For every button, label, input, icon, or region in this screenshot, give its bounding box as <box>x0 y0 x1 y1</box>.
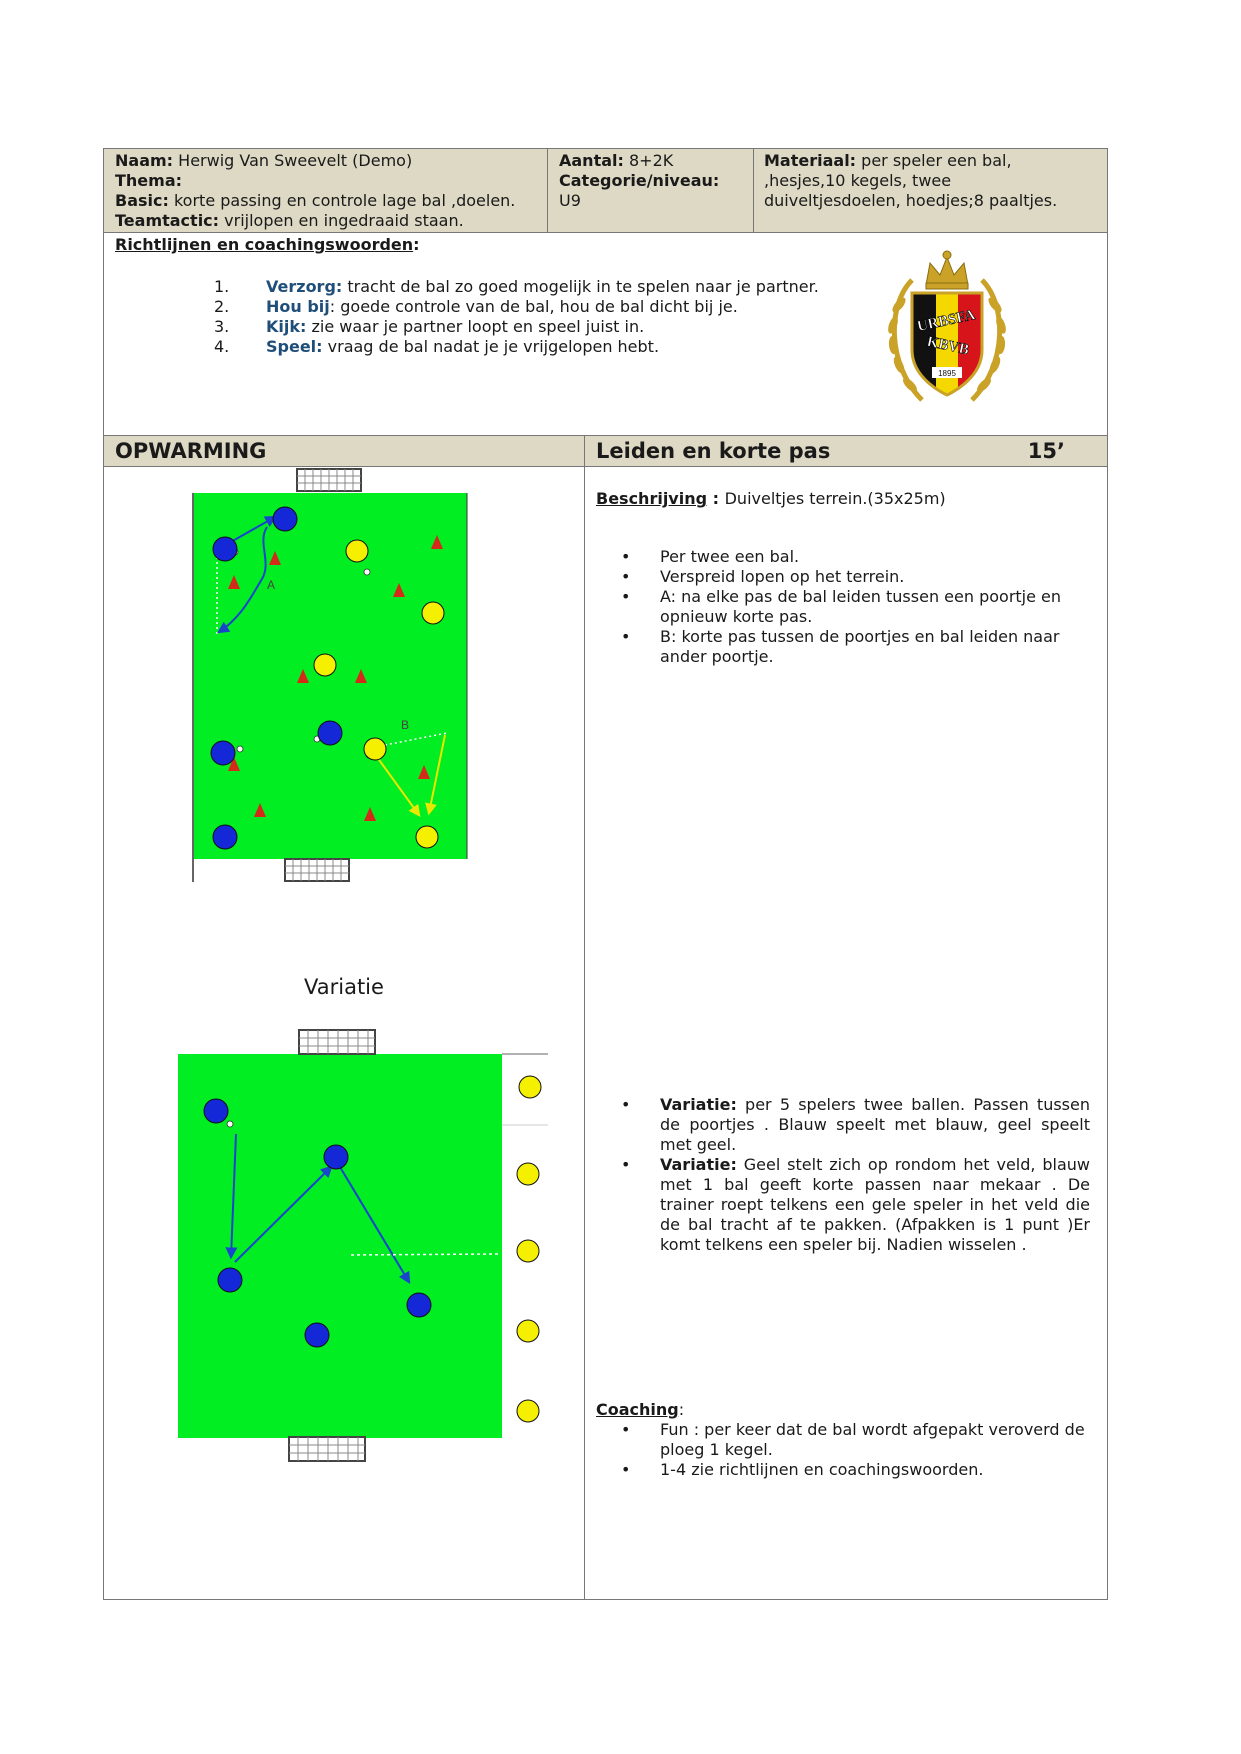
variation-bullet <box>585 1155 1096 1255</box>
guideline-item <box>214 297 819 317</box>
variation-bullet-label: Variatie: <box>660 1095 737 1114</box>
guideline-item <box>214 337 819 357</box>
basic-value: korte passing en controle lage bal ,doelen. <box>173 191 516 210</box>
crest-top-text: URBSFA <box>915 307 977 336</box>
basic-label: Basic: <box>115 191 169 210</box>
exercise-body <box>104 467 1107 1599</box>
goal-top-2 <box>299 1030 375 1054</box>
aantal-label: Aantal: <box>559 151 624 170</box>
teamtactic-label: Teamtactic: <box>115 211 220 230</box>
variation-bullet-text: Geel stelt zich op rondom het veld, blauw met 1 bal geeft korte passen naar mekaar . De trainer roept telkens een gele speler in het veld die de bal tracht af te pakken. (Afpakken is 1 punt )Er komt telkens een speler bij. Nadien wisselen . <box>660 1155 1096 1254</box>
guidelines-section <box>104 233 1107 436</box>
diagram-label-b: B <box>401 718 410 732</box>
guidelines-list <box>214 277 819 357</box>
description-bullet: • Verspreid lopen op het terrein. <box>585 567 1090 587</box>
aantal-value: 8+2K <box>629 151 674 170</box>
guideline-number: 3. <box>214 317 230 336</box>
drill-diagram-2 <box>178 1027 548 1467</box>
coaching-bullet: • 1-4 zie richtlijnen en coachingswoorden. <box>585 1460 1090 1480</box>
guideline-text: tracht de bal zo goed mogelijk in te spelen naar je partner. <box>342 277 819 296</box>
diagram-column <box>104 467 585 1599</box>
info-material <box>754 149 1107 232</box>
naam-label: Naam: <box>115 151 174 170</box>
thema-label: Thema: <box>115 171 183 190</box>
guideline-item <box>214 317 819 337</box>
guideline-number: 1. <box>214 277 230 296</box>
beschrijving-label: Beschrijving <box>596 489 708 508</box>
guideline-number: 2. <box>214 297 230 316</box>
description-bullet: • A: na elke pas de bal leiden tussen een poortje en opnieuw korte pas. <box>585 587 1090 627</box>
materiaal-label: Materiaal: <box>764 151 857 170</box>
crest-bottom-text: KBVB <box>925 333 971 359</box>
variation-bullet <box>585 1095 1096 1155</box>
categorie-label: Categorie/niveau: <box>559 171 720 190</box>
diagram-label-a: A <box>267 578 276 592</box>
session-sheet <box>103 148 1108 1600</box>
info-name-theme <box>104 149 548 232</box>
guideline-item <box>214 277 819 297</box>
teamtactic-value: vrijlopen en ingedraaid staan. <box>224 211 464 230</box>
coaching-bullets <box>585 1420 1090 1480</box>
guideline-text: zie waar je partner loopt en speel juist in. <box>306 317 645 336</box>
guideline-number: 4. <box>214 337 230 356</box>
naam-value: Herwig Van Sweevelt (Demo) <box>178 151 413 170</box>
crest-year-text: 1895 <box>938 369 956 378</box>
goal-bottom-2 <box>289 1437 365 1461</box>
guideline-text: : goede controle van de bal, hou de bal dicht bij je. <box>329 297 738 316</box>
guidelines-title: Richtlijnen en coachingswoorden: <box>115 235 420 254</box>
description-column <box>585 467 1107 1599</box>
exercise-title: Leiden en korte pas <box>596 439 831 463</box>
description-bullet: • Per twee een bal. <box>585 547 1090 567</box>
variation-bullet-label: Variatie: <box>660 1155 737 1174</box>
materiaal-value-1: per speler een bal, <box>861 151 1012 170</box>
exercise-duration: 15’ <box>1027 439 1065 463</box>
description-bullets <box>585 547 1090 667</box>
coaching-label: Coaching <box>596 1400 679 1419</box>
description-bullet: • B: korte pas tussen de poortjes en bal leiden naar ander poortje. <box>585 627 1090 667</box>
guideline-text: vraag de bal nadat je je vrijgelopen hebt. <box>322 337 660 356</box>
section-header <box>104 436 1107 467</box>
variation-label: Variatie <box>304 975 384 999</box>
guideline-keyword: Verzorg: <box>266 277 343 296</box>
goal-top <box>297 469 361 491</box>
crest-icon <box>882 245 1012 415</box>
coaching-bullet: • Fun : per keer dat de bal wordt afgepakt veroverd de ploeg 1 kegel. <box>585 1420 1090 1460</box>
variation-bullets <box>585 1095 1096 1255</box>
info-count-category <box>548 149 754 232</box>
info-header <box>104 149 1107 233</box>
drill-diagram-1 <box>187 467 507 937</box>
materiaal-value-2: ,hesjes,10 kegels, twee <box>764 171 952 190</box>
beschrijving-line: Beschrijving : Duiveltjes terrein.(35x25m) <box>596 489 946 508</box>
section-left-title: OPWARMING <box>104 436 585 466</box>
variation-bullet-text: per 5 spelers twee ballen. Passen tussen de poortjes . Blauw speelt met blauw, geel speelt met geel. <box>660 1095 1096 1154</box>
goal-bottom <box>285 859 349 881</box>
guideline-keyword: Speel: <box>266 337 323 356</box>
guideline-keyword: Kijk: <box>266 317 307 336</box>
beschrijving-value: Duiveltjes terrein.(35x25m) <box>724 489 946 508</box>
categorie-value: U9 <box>559 191 581 210</box>
guideline-keyword: Hou bij <box>266 297 330 316</box>
coaching-line: Coaching: <box>596 1400 685 1419</box>
section-right-title <box>585 436 1107 466</box>
yellow-players-2 <box>517 1076 541 1422</box>
materiaal-value-3: duiveltjesdoelen, hoedjes;8 paaltjes. <box>764 191 1058 210</box>
